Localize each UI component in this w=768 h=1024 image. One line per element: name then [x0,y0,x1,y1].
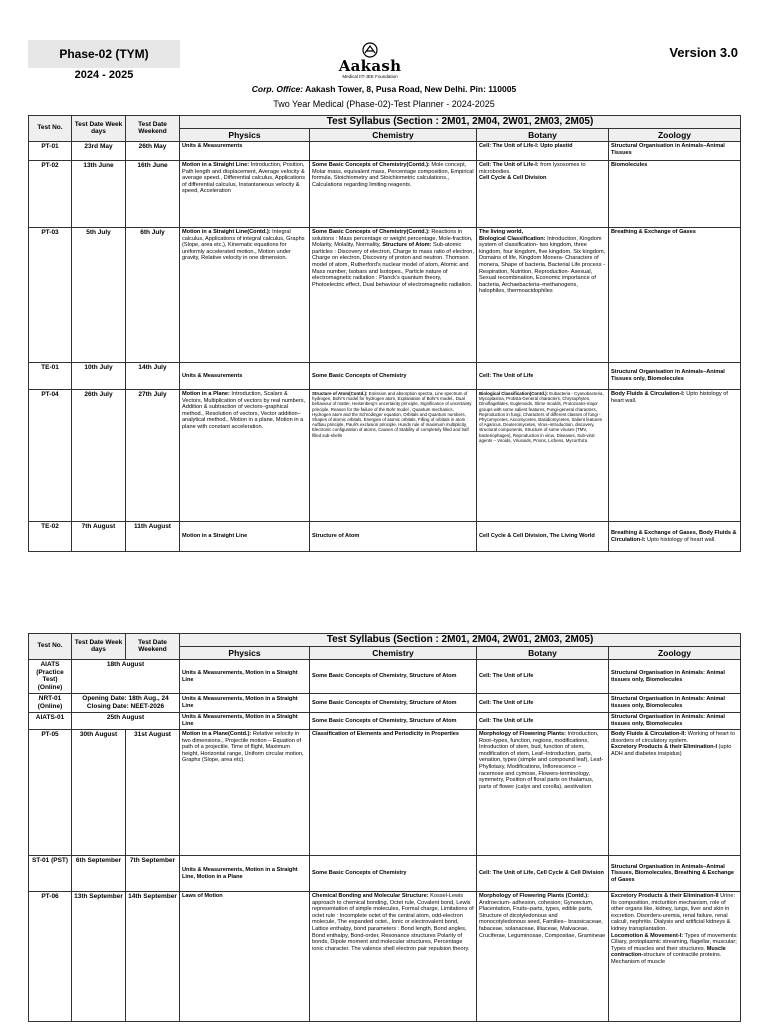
physics-syllabus: Motion in a Straight Line(Contd.): Integral calculus, Applications of integral calculus, Graphs (Slope, area etc.), Kinematic equations for uniformly accelerated motion., Motion under gravity, Relative velocity in one dimension. [180,228,310,363]
botany-syllabus: Morphology of Flowering Plants: Introduction, Root–types, function, regions, modifications, Introduction of stem, bud, function of stem, modification of stem, Leaf–Introduction, parts, venation, types (simple and compound leaf), Leaf-Phyllotaxy, Modifications, Inflorescence – racemose and cymose, Flowers-terminology, symmetry, Position of floral parts on thalamus, parts of flower (calyx and corolla), aestivation [477,730,609,856]
physics-syllabus: Motion in a Plane(Contd.): Relative velocity in two dimensions., Projectile motion – Equation of path of a projectile. Time of flight, Maximum height, Horizontal range, Uniform circular motion, Graphs (Slope, area etc). [180,730,310,856]
phase-label: Phase-02 (TYM) [28,40,180,68]
header-botany: Botany [477,647,609,660]
zoology-syllabus: Structural Organisation in Animals–Animal Tissues [609,142,741,161]
test-date-weekday: 23rd May [72,142,126,161]
physics-syllabus: Units & Measurements, Motion in a Straight Line [180,713,310,730]
aakash-logo [330,42,410,80]
test-date-weekday: 6th September [72,856,126,892]
botany-syllabus: Cell: The Unit of Life-I: Upto plastid [477,142,609,161]
physics-syllabus: Units & Measurements, Motion in a Straight Line, Motion in a Plane [180,856,310,892]
table-row [29,856,741,892]
test-date-weekday: 5th July [72,228,126,363]
header-test-date-weekdays: Test Date Week days [72,634,126,660]
table-row [29,390,741,522]
test-code: PT-06 [29,892,72,1022]
table-row [29,142,741,161]
test-planner-table-2 [28,633,741,1022]
logo-tagline: Medical IIT-JEE Foundation [342,74,398,79]
header-zoology: Zoology [609,129,741,142]
header-physics: Physics [180,647,310,660]
zoology-syllabus: Structural Organisation in Animals: Animal tissues only, Biomolecules [609,694,741,713]
test-date: 18th August [72,660,180,694]
test-code: AIATS (Practice Test) (Online) [29,660,72,694]
table-row [29,228,741,363]
test-date-weekday: 10th July [72,363,126,390]
test-code: AIATS-01 [29,713,72,730]
botany-syllabus: Cell: The Unit of Life [477,713,609,730]
test-date-weekend: 11th August [126,522,180,552]
table-row [29,694,741,713]
corp-office [0,84,768,94]
test-date-weekend: 14th July [126,363,180,390]
test-date: 25th August [72,713,180,730]
table-row [29,522,741,552]
zoology-syllabus: Excretory Products & their Elimination-II Urine: Its composition, micturition mechanism, role of other organs like, kidney, lungs, liver and skin in excretion. Disorders-uremia, renal failure, renal calculi, nephritis. Dialysis and artificial kidneys & kidney transplantation. Locomotion & Movement-I: Types of movements: Ciliary, protoplasmic streaming, flagellar, muscular; Types of muscles and their structures. Muscle contraction-structure of contractile proteins. Mechanism of muscle [609,892,741,1022]
physics-syllabus: Units & Measurements, Motion in a Straight Line [180,694,310,713]
test-code: PT-02 [29,161,72,228]
test-date-weekend: 6th July [126,228,180,363]
test-date-weekend: 14th September [126,892,180,1022]
test-date-weekend: 16th June [126,161,180,228]
physics-syllabus: Laws of Motion [180,892,310,1022]
chemistry-syllabus: Structure of Atom(Contd.): Emission and absorption spectra, Line spectrum of hydrogen, Bohr's model for hydrogen atom, Explanation of Bohr's model., Dual behaviour of matter, Heisenberg's uncertainty principle, Significance of uncertainty principle, Reason for the failure of the Bohr model , Quantum mechanics, Hydrogen atom and the Schrodinger equation, Orbitals and Quantum numbers, Shapes of atomic orbitals, Energies of atomic orbitals, Filling of orbitals in atom : Aufbau principle, Pauli's exclusion principle, Hunds rule of maximum multiplicity, Electronic configuration of atoms, Causes of Stability of completely filled and half filled sub-shells [310,390,477,522]
test-code: PT-03 [29,228,72,363]
version-label: Version 3.0 [669,45,738,60]
header-physics: Physics [180,129,310,142]
chemistry-syllabus: Some Basic Concepts of Chemistry(Contd.): Mole concept, Molar mass, equivalent mass, Percentage composition, Empirical formula, Stoichiometry and Stoichiometric calculations., Calculations regarding limiting reagents. [310,161,477,228]
zoology-syllabus: Body Fluids & Circulation-I: Upto histology of heart wall. [609,390,741,522]
test-planner-table-1 [28,115,741,552]
test-date-weekend: 7th September [126,856,180,892]
test-date-weekend: 31st August [126,730,180,856]
academic-year: 2024 - 2025 [74,69,134,81]
header-syllabus: Test Syllabus (Section : 2M01, 2M04, 2W01, 2M03, 2M05) [180,116,741,129]
test-date-weekday: 30th August [72,730,126,856]
test-date-weekday: 26th July [72,390,126,522]
chemistry-syllabus: Some Basic Concepts of Chemistry, Structure of Atom [310,694,477,713]
botany-syllabus: Cell: The Unit of Life [477,694,609,713]
table-row [29,660,741,694]
botany-syllabus: The living world, Biological Classification: Introduction, Kingdom system of classification- two kingdom, three kingdom, four kingdom, five kingdom, Six kingdom, Domains of life, Kingdom Monera- Characters of monera, Shape of bacteria, Bacterial Life process - Respiration, Nutrition, Reproduction- Asexual, Sexual recombination, Economic importance of bacteria, Archaebacteria–methanogens, halophiles, thermoacidophiles [477,228,609,363]
header-test-no: Test No. [29,116,72,142]
zoology-syllabus: Structural Organisation in Animals–Animal Tissues, Biomolecules, Breathing & Exchange of Gases [609,856,741,892]
physics-syllabus: Units & Measurements, Motion in a Straight Line [180,660,310,694]
table-row [29,363,741,390]
zoology-syllabus: Breathing & Exchange of Gases [609,228,741,363]
header-chemistry: Chemistry [310,647,477,660]
chemistry-syllabus: Chemical Bonding and Molecular Structure: Kossel-Lewis approach to chemical bonding, Octet rule, Covalent bond, Lewis representation of simple molecules, Formal charge, Limitations of octet rule : Incomplete octet of the central atom, odd-electron molecule, The expanded octet., Ionic or electrovalent bond, Lattice enthalpy, bond parameters : Bond length, Bond angles, Bond enthalpy, Bond-order, Resonance structures Polarity of bonds, Dipole moment and molecular structures, Percentage ionic character. The valence shell electron pair repulsion theory. [310,892,477,1022]
chemistry-syllabus: Some Basic Concepts of Chemistry [310,856,477,892]
botany-syllabus: Morphology of Flowering Plants (Contd.): Androecium- adhesion, cohesion; Gynoecium, Placentation, Fruits–parts, types, edible parts, Structure of dicotyledonous and monocotyledonous seed, Families– brassicaceae, fabaceae, solanaceae, liliaceae, Malvaceae, Cruciferae, Leguminosae, Compositae, Gramineae [477,892,609,1022]
chemistry-syllabus: Some Basic Concepts of Chemistry, Structure of Atom [310,713,477,730]
logo-wordmark: Aakash [338,57,402,75]
zoology-syllabus: Body Fluids & Circulation-II: Working of heart to disorders of circulatory system. Excretory Products & their Elimination-I (upto ADH and diabetes insipidus) [609,730,741,856]
zoology-syllabus: Breathing & Exchange of Gases, Body Fluids & Circulation-I: Upto histology of heart wall. [609,522,741,552]
botany-syllabus: Cell: The Unit of Life-I: from lysosomes to microbodies. Cell Cycle & Cell Division [477,161,609,228]
physics-syllabus: Motion in a Straight Line [180,522,310,552]
test-code: TE-01 [29,363,72,390]
test-date-weekend: 26th May [126,142,180,161]
test-code: PT-04 [29,390,72,522]
chemistry-syllabus: Classification of Elements and Periodicity in Properties [310,730,477,856]
header-test-date-weekend: Test Date Weekend [126,634,180,660]
physics-syllabus: Motion in a Straight Line: Introduction, Position, Path length and displacement, Average velocity & average speed., Differential calculus, Applications of differential calculus, Instantaneous velocity & speed, Acceleration [180,161,310,228]
physics-syllabus: Units & Measurements [180,363,310,390]
test-date: Opening Date: 18th Aug., 24 Closing Date: NEET-2026 [72,694,180,713]
zoology-syllabus: Structural Organisation in Animals–Animal Tissues only, Biomolecules [609,363,741,390]
test-code: PT-05 [29,730,72,856]
planner-title: Two Year Medical (Phase-02)-Test Planner - 2024-2025 [273,99,495,109]
chemistry-syllabus: Some Basic Concepts of Chemistry [310,363,477,390]
botany-syllabus: Cell: The Unit of Life, Cell Cycle & Cell Division [477,856,609,892]
test-date-weekday: 7th August [72,522,126,552]
header-botany: Botany [477,129,609,142]
header-test-date-weekend: Test Date Weekend [126,116,180,142]
physics-syllabus: Motion in a Plane: Introduction, Scalars & Vectors, Multiplication of vectors by real numbers, Addition & subtraction of vectors–graphical method., Resolution of vectors, Vector addition–analytical method., Motion in a plane, Motion in a plane with constant acceleration. [180,390,310,522]
header-syllabus: Test Syllabus (Section : 2M01, 2M04, 2W01, 2M03, 2M05) [180,634,741,647]
test-code: ST-01 (PST) [29,856,72,892]
zoology-syllabus: Structural Organisation in Animals: Animal tissues only, Biomolecules [609,660,741,694]
corp-office-address: Aakash Tower, 8, Pusa Road, New Delhi. Pin: 110005 [305,84,517,94]
header-chemistry: Chemistry [310,129,477,142]
physics-syllabus: Units & Measurements [180,142,310,161]
botany-syllabus: Cell: The Unit of Life [477,660,609,694]
table-row [29,892,741,1022]
test-date-weekend: 27th July [126,390,180,522]
header-test-no: Test No. [29,634,72,660]
zoology-syllabus: Structural Organisation in Animals: Animal tissues only, Biomolecules [609,713,741,730]
test-code: TE-02 [29,522,72,552]
test-date-weekday: 13th September [72,892,126,1022]
zoology-syllabus: Biomolecules [609,161,741,228]
table-row [29,161,741,228]
test-date-weekday: 13th June [72,161,126,228]
botany-syllabus: Cell Cycle & Cell Division, The Living World [477,522,609,552]
table-row [29,713,741,730]
test-code: PT-01 [29,142,72,161]
botany-syllabus: Biological Classification(Contd.): Eubacteria - Cyanobacteria, Mycoplasma, Protista-General characters, Chrysophytes, Dinoflagellates, Euglenoids, Slime moulds, Protozoans-major groups with some salient features, Fungi-general characters, Reproduction in fungi, Characters of different classes of fungi - Phycomycetes, Ascomycetes, Basidiomycetes, Salient features of Agaricus, Deuteromycetes, Virus–introduction, discovery, structural components, Structure of some viruses (TMV, bacteriophages), Reproduction in virus, Diseases, Sub-viral agents – Viroids, Virusoids, Prions, Lichens, Mycorrhiza [477,390,609,522]
chemistry-syllabus: Structure of Atom [310,522,477,552]
test-code: NRT-01 (Online) [29,694,72,713]
corp-office-label: Corp. Office: [251,84,304,94]
chemistry-syllabus: Some Basic Concepts of Chemistry(Contd.): Reactions in solutions : Mass percentage or weight percentage, Mole-fraction, Molarity, Molality, Normality, Structure of Atom: Sub-atomic particles : Discovery of electron, Charge to mass ratio of electron, Charge on electron, Discovery of proton and neutron. Thomson model of atom, Rutherford's nuclear model of atom, Atomic and Mass number, Isobars and Isotopes., Particle nature of electromagnetic radiation : Planck's quantum theory, Photoelectric effect, Dual behaviour of electromagnetic radiation. [310,228,477,363]
botany-syllabus: Cell: The Unit of Life [477,363,609,390]
chemistry-syllabus: Some Basic Concepts of Chemistry, Structure of Atom [310,660,477,694]
header-test-date-weekdays: Test Date Week days [72,116,126,142]
chemistry-syllabus [310,142,477,161]
table-row [29,730,741,856]
header-zoology: Zoology [609,647,741,660]
aakash-emblem-icon [361,42,379,58]
